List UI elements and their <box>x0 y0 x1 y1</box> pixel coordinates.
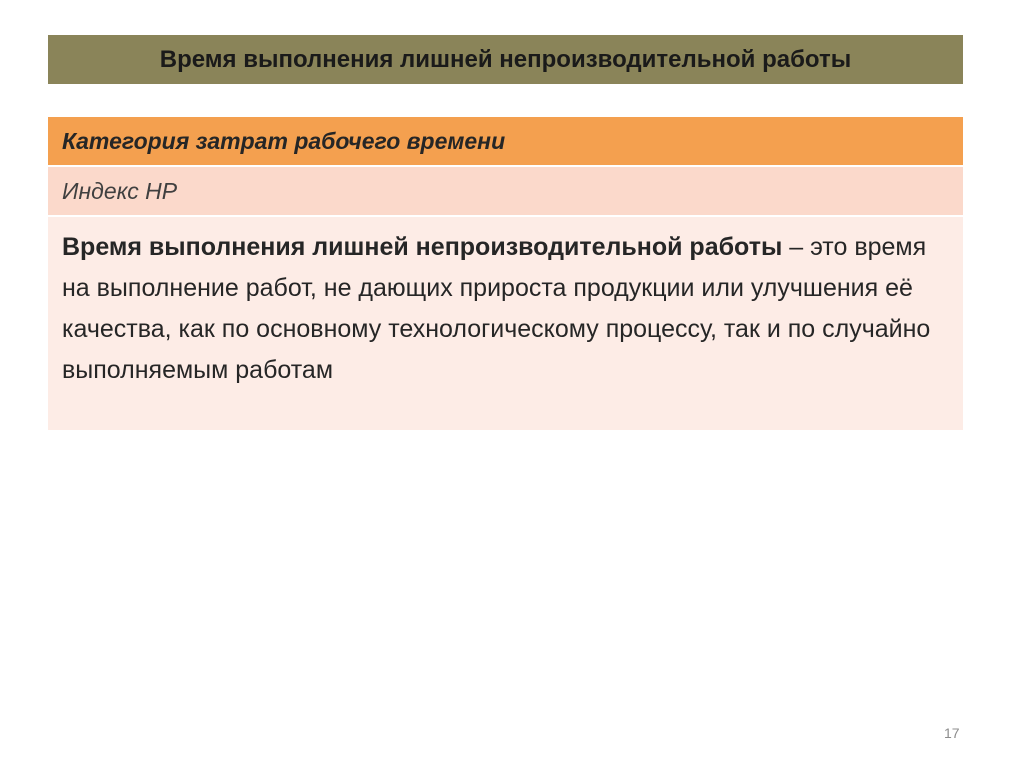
slide-title: Время выполнения лишней непроизводительной работы <box>159 45 852 73</box>
page-number: 17 <box>944 725 960 741</box>
index-row <box>48 167 963 217</box>
definition-dash: – <box>782 233 811 261</box>
definition-row <box>48 217 963 430</box>
definition-term: Время выполнения лишней непроизводительной работы <box>62 233 783 261</box>
definition-paragraph <box>62 227 947 391</box>
index-label: Индекс НР <box>62 177 178 204</box>
definition-text: это время на выполнение работ, не дающих прироста продукции или улучшения её качества, как по основному технологическому процессу, так и по случайно выполняемым работам <box>62 233 931 384</box>
category-label: Категория затрат рабочего времени <box>62 127 506 154</box>
title-bar <box>48 35 963 84</box>
definition-table <box>48 117 963 430</box>
category-row <box>48 117 963 167</box>
